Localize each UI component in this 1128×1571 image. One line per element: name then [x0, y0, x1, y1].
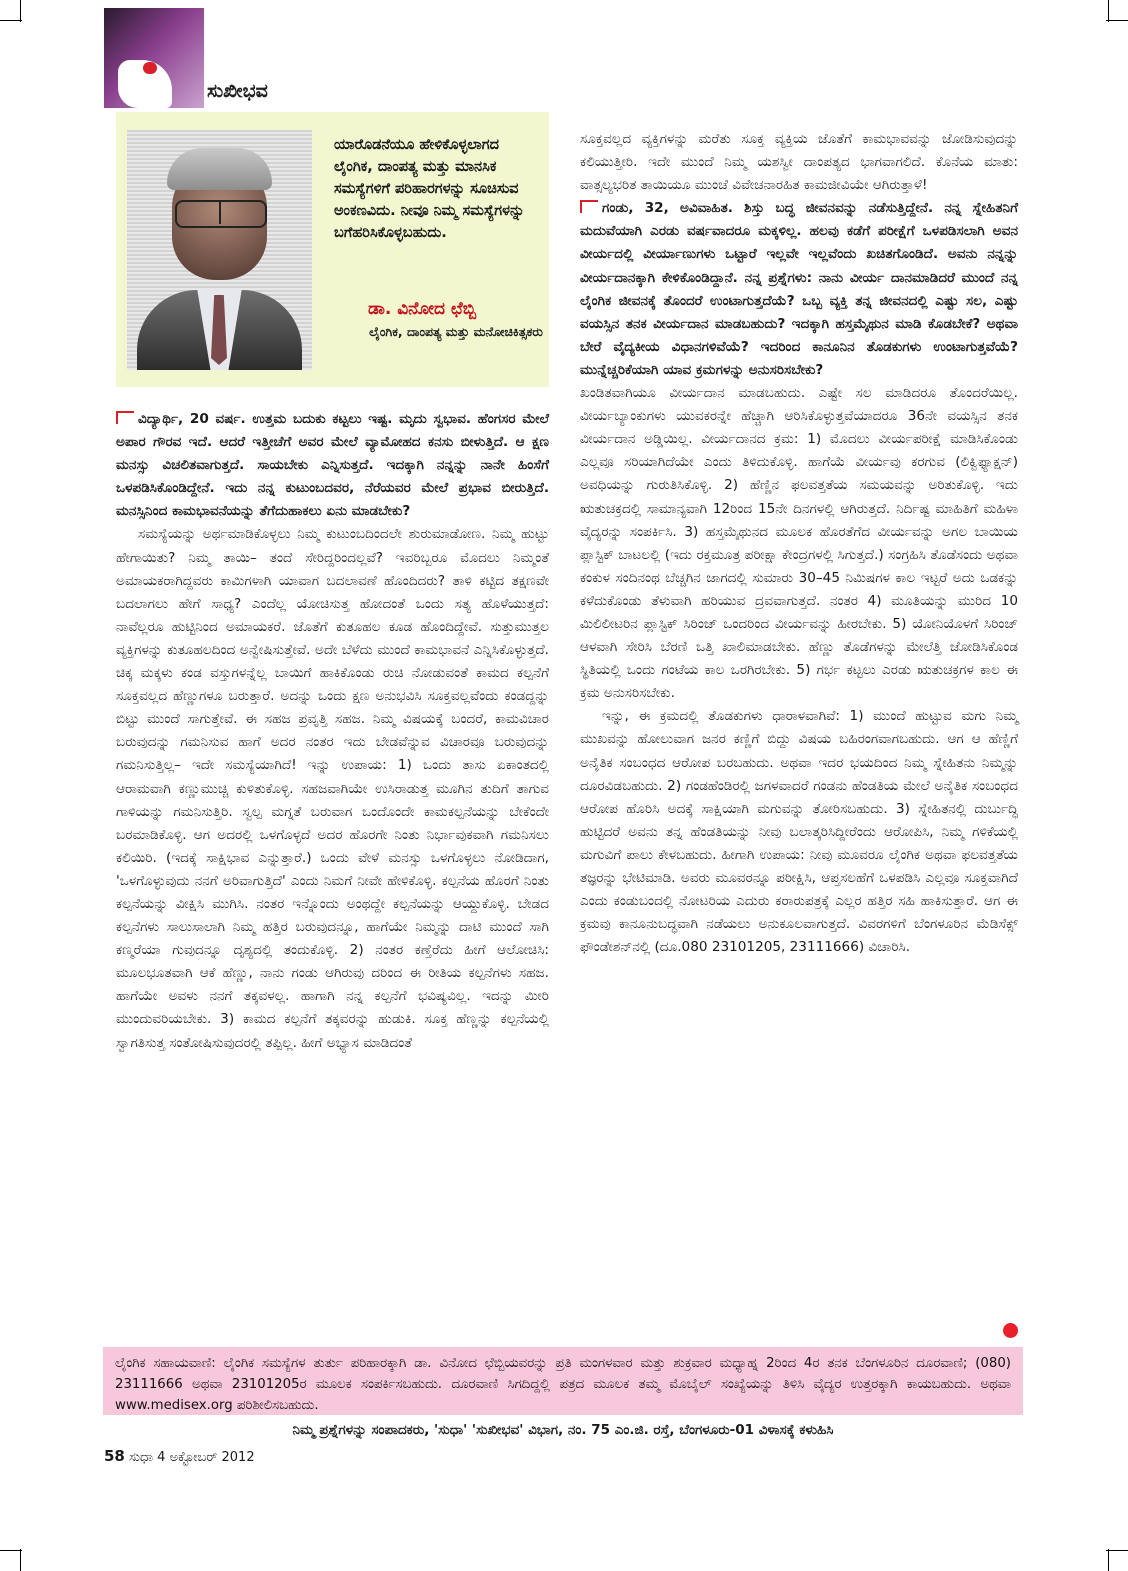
- crop-mark: [1108, 0, 1109, 22]
- portrait-hair: [167, 148, 272, 190]
- question-1-text: ವಿದ್ಯಾರ್ಥಿ, 20 ವರ್ಷ. ಉತ್ತಮ ಬದುಕು ಕಟ್ಟಲು ಇಷ್ಟ. ಮೃದು ಸ್ವಭಾವ. ಹೆಂಗಸರ ಮೇಲೆ ಅಪಾರ ಗೌರವ ಇದೆ. ಆದರೆ ಇತ್ತೀಚೆಗೆ ಅವರ ಮೇಲೆ ವ್ಯಾಮೋಹದ ಕನಸು ಬೀಳುತ್ತಿದೆ. ಆ ಕ್ಷಣ ಮನಸ್ಸು ವಿಚಲಿತವಾಗುತ್ತದೆ. ಸಾಯಬೇಕು ಎನ್ನಿಸುತ್ತದೆ. ಇದಕ್ಕಾಗಿ ನನ್ನನ್ನು ನಾನೇ ಹಿಂಸೆಗೆ ಒಳಪಡಿಸಿಕೊಂಡಿದ್ದೇನೆ. ಇದು ನನ್ನ ಕುಟುಂಬದವರ, ನೆರೆಯವರ ಮೇಲೆ ಪ್ರಭಾವ ಬೀರುತ್ತಿದೆ. ಮನಸ್ಸಿನಿಂದ ಕಾಮಭಾವನೆಯನ್ನು ತೆಗೆದುಹಾಕಲು ಏನು ಮಾಡಬೇಕು?: [116, 411, 549, 520]
- header-red-dot-icon: [143, 62, 157, 74]
- end-of-article-dot-icon: [1003, 1323, 1018, 1338]
- send-questions-address: ನಿಮ್ಮ ಪ್ರಶ್ನೆಗಳನ್ನು ಸಂಪಾದಕರು, 'ಸುಧಾ' 'ಸುಖೀಭವ' ವಿಭಾಗ, ನಂ. 75 ಎಂ.ಜಿ. ರಸ್ತೆ, ಬೆಂಗಳೂರು-01 ವಿಳಾಸಕ್ಕೆ ಕಳುಹಿಸಿ: [292, 1422, 834, 1438]
- answer-1: ಸಮಸ್ಯೆಯನ್ನು ಅರ್ಥಮಾಡಿಕೊಳ್ಳಲು ನಿಮ್ಮ ಕುಟುಂಬದಿಂದಲೇ ಶುರುಮಾಡೋಣ. ನಿಮ್ಮ ಹುಟ್ಟು ಹೇಗಾಯಿತು? ನಿಮ್ಮ ತಾಯಿ– ತಂದೆ ಸೇರಿದ್ದರಿಂದಲ್ಲವೆ? ಇವರಿಬ್ಬರೂ ಮೊದಲು ನಿಮ್ಮಂತೆ ಅಮಾಯಕರಾಗಿದ್ದವರು ಕಾಮಿಗಳಾಗಿ ಯಾವಾಗ ಬದಲಾವಣೆ ಹೊಂದಿದರು? ತಾಳಿ ಕಟ್ಟಿದ ತಕ್ಷಣವೇ ಬದಲಾಗಲು ಹೇಗೆ ಸಾಧ್ಯ? ಎಂದೆಲ್ಲ ಯೋಚಿಸುತ್ತ ಹೋದಂತೆ ಒಂದು ಸತ್ಯ ಹೊಳೆಯುತ್ತದೆ: ನಾವೆಲ್ಲರೂ ಹುಟ್ಟಿನಿಂದ ಅಮಾಯಕರೆ. ಜೊತೆಗೆ ಕುತೂಹಲ ಕೂಡ ಹೊಂದಿದ್ದೇವೆ. ಸುತ್ತುಮುತ್ತಲ ವ್ಯಕ್ತಿಗಳನ್ನು ಕುತೂಹಲದಿಂದ ಅನ್ವೇಷಿಸುತ್ತೇವೆ. ಅದೇ ಬೆಳೆದು ಮುಂದೆ ಕಾಮಭಾವನೆ ಎನ್ನಿಸಿಕೊಳ್ಳುತ್ತದೆ. ಚಿಕ್ಕ ಮಕ್ಕಳು ಕಂಡ ವಸ್ತುಗಳನ್ನೆಲ್ಲ ಬಾಯಿಗೆ ಹಾಕಿಕೊಂಡು ರುಚಿ ನೋಡುವಂತೆ ಕಾಮದ ಕಲ್ಪನೆಗೆ ಸೂಕ್ತವಲ್ಲದ ಹೆಣ್ಣುಗಳೂ ಬರುತ್ತಾರೆ. ಅದನ್ನು ಒಂದು ಕ್ಷಣ ಅನುಭವಿಸಿ ಸೂಕ್ತವಲ್ಲವೆಂದು ಕಂಡದ್ದನ್ನು ಬಿಟ್ಟು ಮುಂದೆ ಸಾಗುತ್ತೇವೆ. ಈ ಸಹಜ ಪ್ರವೃತ್ತಿ ಸಹಜ. ನಿಮ್ಮ ವಿಷಯಕ್ಕೆ ಬಂದರೆ, ಕಾಮವಿಚಾರ ಬರುವುದನ್ನು ಗಮನಿಸುವ ಹಾಗೆ ಅದರ ನಂತರ ಇದು ಬೇಡವೆನ್ನುವ ವಿಚಾರವೂ ಬರುವುದನ್ನು ಗಮನಿಸುತ್ತಿಲ್ಲ– ಇದೇ ಸಮಸ್ಯೆಯಾಗಿದೆ! ಇನ್ನು ಉಪಾಯ: 1) ಒಂದು ತಾಸು ಏಕಾಂತದಲ್ಲಿ ಆರಾಮವಾಗಿ ಕಣ್ಣುಮುಚ್ಚಿ ಕುಳಿತುಕೊಳ್ಳಿ. ಸಹಜವಾಗಿಯೇ ಉಸಿರಾಡುತ್ತ ಮೂಗಿನ ತುದಿಗೆ ತಾಗುವ ಗಾಳಿಯನ್ನು ಗಮನಿಸುತ್ತಿರಿ. ಸ್ವಲ್ಪ ಮಗ್ನತೆ ಬರುವಾಗ ಒಂದೊಂದೇ ಕಾಮಕಲ್ಪನೆಯನ್ನು ಬೇಕೆಂದೇ ಬರಮಾಡಿಕೊಳ್ಳಿ. ಆಗ ಅದರಲ್ಲಿ ಒಳಗೊಳ್ಳದೆ ಅದರ ಹೊರಗೇ ನಿಂತು ನಿರ್ಭಾವುಕವಾಗಿ ಗಮನಿಸಲು ಕಲಿಯಿರಿ. (ಇದಕ್ಕೆ ಸಾಕ್ಷಿಭಾವ ಎನ್ನುತ್ತಾರೆ.) ಒಂದು ವೇಳೆ ಮನಸ್ಸು ಒಳಗೊಳ್ಳಲು ನೋಡಿದಾಗ, 'ಒಳಗೊಳ್ಳುವುದು ನನಗೆ ಅರಿವಾಗುತ್ತಿದೆ' ಎಂದು ನಿಮಗೆ ನೀವೇ ಹೇಳಿಕೊಳ್ಳಿ. ಕಲ್ಪನೆಯ ಹೊರಗೆ ನಿಂತು ಕಲ್ಪನೆಯನ್ನು ವೀಕ್ಷಿಸಿ ಮುಗಿಸಿ. ನಂತರ ಇನ್ನೊಂದು ಅಂಥದ್ದೇ ಕಲ್ಪನೆಯನ್ನು ಆಯ್ದುಕೊಳ್ಳಿ. ಬೇಡದ ಕಲ್ಪನೆಗಳು ಸಾಲುಸಾಲಾಗಿ ನಿಮ್ಮ ಹತ್ತಿರ ಬರುವುದನ್ನೂ, ಹಾಗೆಯೇ ನಿಮ್ಮನ್ನು ದಾಟಿ ಮುಂದೆ ಸಾಗಿ ಕಣ್ಮರೆಯಾ ಗುವುದನ್ನೂ ದೃಶ್ಯದಲ್ಲಿ ತಂದುಕೊಳ್ಳಿ. 2) ನಂತರ ಕಣ್ತೆರೆದು ಹೀಗೆ ಆಲೋಚಿಸಿ: ಮೂಲಭೂತವಾಗಿ ಆಕೆ ಹೆಣ್ಣು, ನಾನು ಗಂಡು ಆಗಿರುವು ದರಿಂದ ಈ ರೀತಿಯ ಕಲ್ಪನೆಗಳು ಸಹಜ. ಹಾಗೆಯೇ ಅವಳು ನನಗೆ ತಕ್ಕವಳಲ್ಲ. ಹಾಗಾಗಿ ನನ್ನ ಕಲ್ಪನೆಗೆ ಭವಿಷ್ಯವಿಲ್ಲ. ಇದನ್ನು ಮೀರಿ ಮುಂದುವರಿಯಬೇಕು. 3) ಕಾಮದ ಕಲ್ಪನೆಗೆ ತಕ್ಕವರನ್ನು ಹುಡುಕಿ. ಸೂಕ್ತ ಹೆಣ್ಣನ್ನು ಕಲ್ಪನೆಯಲ್ಲಿ ಸ್ವಾಗತಿಸುತ್ತ ಸಂತೋಷಿಸುವುದರಲ್ಲಿ ತಪ್ಪಿಲ್ಲ. ಹೀಗೆ ಅಭ್ಯಾಸ ಮಾಡಿದಂತೆ: [116, 526, 549, 1051]
- doctor-portrait: [127, 130, 312, 370]
- crop-mark: [0, 20, 22, 21]
- section-title: ಸುಖೀಭವ: [207, 80, 268, 102]
- crop-mark: [0, 1550, 22, 1551]
- doctor-title: ಲೈಂಗಿಕ, ದಾಂಪತ್ಯ ಮತ್ತು ಮನೋಚಿಕಿತ್ಸಕರು: [369, 324, 543, 339]
- helpline-text: ಲೈಂಗಿಕ ಸಹಾಯವಾಣಿ: ಲೈಂಗಿಕ ಸಮಸ್ಯೆಗಳ ತುರ್ತು ಪರಿಹಾರಕ್ಕಾಗಿ ಡಾ. ವಿನೋದ ಛೆಬ್ಬಿಯವರನ್ನು ಪ್ರತಿ ಮಂಗಳವಾರ ಮತ್ತು ಶುಕ್ರವಾರ ಮಧ್ಯಾಹ್ನ 2ರಿಂದ 4ರ ತನಕ ಬೆಂಗಳೂರಿನ ದೂರವಾಣಿ; (080) 23111666 ಅಥವಾ 23101205ರ ಮೂಲಕ ಸಂಪರ್ಕಿಸಬಹುದು. ದೂರವಾಣಿ ಸಿಗದಿದ್ದಲ್ಲಿ ಪತ್ರದ ಮೂಲಕ ತಮ್ಮ ಮೊಬೈಲ್ ಸಂಖ್ಯೆಯನ್ನು ತಿಳಿಸಿ ವೈದ್ಯರ ಉತ್ತರಕ್ಕಾಗಿ ಕಾಯಬಹುದು. ಅಥವಾ www.medisex.org ಪರಿಶೀಲಿಸಬಹುದು.: [115, 1356, 1011, 1413]
- answer-1-continued: ಸೂಕ್ತವಲ್ಲದ ವ್ಯಕ್ತಿಗಳನ್ನು ಮರೆತು ಸೂಕ್ತ ವ್ಯಕ್ತಿಯ ಜೊತೆಗೆ ಕಾಮಭಾವವನ್ನು ಜೋಡಿಸುವುದನ್ನು ಕಲಿಯುತ್ತೀರಿ. ಇದೇ ಮುಂದೆ ನಿಮ್ಮ ಯಶಸ್ವೀ ದಾಂಪತ್ಯದ ಭಾಗವಾಗಲಿದೆ. ಕೊನೆಯ ಮಾತು: ವಾತ್ಸಲ್ಯಭರಿತ ತಾಯಿಯೂ ಮುಂಚೆ ವಿವೇಚನಾರಹಿತ ಕಾಮಜೀವಿಯೇ ಆಗಿರುತ್ತಾಳೆ!: [580, 131, 1018, 194]
- question-1: [116, 408, 549, 523]
- crop-mark: [1108, 1549, 1109, 1571]
- crop-mark: [1106, 1550, 1128, 1551]
- question-marker-icon: [580, 200, 598, 213]
- page-number: 58: [104, 1447, 125, 1465]
- right-column: [580, 128, 1018, 959]
- question-marker-icon: [116, 411, 134, 424]
- left-column: [116, 408, 549, 1055]
- question-2-text: ಗಂಡು, 32, ಅವಿವಾಹಿತ. ಶಿಸ್ತು ಬದ್ಧ ಜೀವನವನ್ನು ನಡೆಸುತ್ತಿದ್ದೇನೆ. ನನ್ನ ಸ್ನೇಹಿತನಿಗೆ ಮದುವೆಯಾಗಿ ಎರಡು ವರ್ಷವಾದರೂ ಮಕ್ಕಳಿಲ್ಲ. ಹಲವು ಕಡೆಗೆ ಪರೀಕ್ಷೆಗೆ ಒಳಪಡಿಸಲಾಗಿ ಅವನ ವೀರ್ಯದಲ್ಲಿ ವೀರ್ಯಾಣುಗಳು ಒಟ್ಟಾರೆ ಇಲ್ಲವೇ ಇಲ್ಲವೆಂದು ಖಚಿತಗೊಂಡಿದೆ. ಅವನು ನನ್ನನ್ನು ವೀರ್ಯದಾನಕ್ಕಾಗಿ ಕೇಳಿಕೊಂಡಿದ್ದಾನೆ. ನನ್ನ ಪ್ರಶ್ನೆಗಳು: ನಾನು ವೀರ್ಯ ದಾನಮಾಡಿದರೆ ಮುಂದೆ ನನ್ನ ಲೈಂಗಿಕ ಜೀವನಕ್ಕೆ ತೊಂದರೆ ಉಂಟಾಗುತ್ತದೆಯೆ? ಒಬ್ಬ ವ್ಯಕ್ತಿ ತನ್ನ ಜೀವನದಲ್ಲಿ ಎಷ್ಟು ಸಲ, ಎಷ್ಟು ವಯಸ್ಸಿನ ತನಕ ವೀರ್ಯದಾನ ಮಾಡಬಹುದು? ಇದಕ್ಕಾಗಿ ಹಸ್ತಮೈಥುನ ಮಾಡಿ ಕೊಡಬೇಕೆ? ಅಥವಾ ಬೇರೆ ವೈದ್ಯಕೀಯ ವಿಧಾನಗಳಿವೆಯೆ? ಇದರಿಂದ ಕಾನೂನಿನ ತೊಡಕುಗಳು ಉಂಟಾಗುತ್ತವೆಯೆ? ಮುನ್ನೆಚ್ಚರಿಕೆಯಾಗಿ ಯಾವ ಕ್ರಮಗಳನ್ನು ಅನುಸರಿಸಬೇಕು?: [580, 200, 1018, 378]
- doctor-name: ಡಾ. ವಿನೋದ ಛೆಬ್ಬಿ: [368, 299, 477, 319]
- crop-mark: [1106, 20, 1128, 21]
- answer-2: ಖಂಡಿತವಾಗಿಯೂ ವೀರ್ಯದಾನ ಮಾಡಬಹುದು. ಎಷ್ಟೇ ಸಲ ಮಾಡಿದರೂ ತೊಂದರೆಯಿಲ್ಲ. ವೀರ್ಯಬ್ಯಾಂಕುಗಳು ಯುವಕರನ್ನೇ ಹೆಚ್ಚಾಗಿ ಆರಿಸಿಕೊಳ್ಳುತ್ತವೆಯಾದರೂ 36ನೇ ವಯಸ್ಸಿನ ತನಕ ವೀರ್ಯದಾನ ಅಡ್ಡಿಯಿಲ್ಲ. ವೀರ್ಯದಾನದ ಕ್ರಮ: 1) ಮೊದಲು ವೀರ್ಯಪರೀಕ್ಷೆ ಮಾಡಿಸಿಕೊಂಡು ಎಲ್ಲವೂ ಸರಿಯಾಗಿದೆಯೇ ಎಂದು ತಿಳಿದುಕೊಳ್ಳಿ. ಹಾಗೆಯೆ ವೀರ್ಯವು ಕರಗುವ (ಲಿಕ್ವಿಫ್ಯಾಕ್ಷನ್) ಅವಧಿಯನ್ನು ಗುರುತಿಸಿಕೊಳ್ಳಿ. 2) ಹೆಣ್ಣಿನ ಫಲವತ್ತತೆಯ ಸಮಯವನ್ನು ಅರಿತುಕೊಳ್ಳಿ. ಇದು ಋತುಚಕ್ರದಲ್ಲಿ ಸಾಮಾನ್ಯವಾಗಿ 12ರಿಂದ 15ನೇ ದಿನಗಳಲ್ಲಿ ಆಗಿರುತ್ತದೆ. ನಿರ್ದಿಷ್ಟ ಮಾಹಿತಿಗೆ ಮಹಿಳಾ ವೈದ್ಯರನ್ನು ಸಂಪರ್ಕಿಸಿ. 3) ಹಸ್ತಮೈಥುನದ ಮೂಲಕ ಹೊರತೆಗೆದ ವೀರ್ಯವನ್ನು ಅಗಲ ಬಾಯಿಯ ಪ್ಲಾಸ್ಟಿಕ್ ಬಾಟಲಲ್ಲಿ (ಇದು ರಕ್ತಮೂತ್ರ ಪರೀಕ್ಷಾ ಕೇಂದ್ರಗಳಲ್ಲಿ ಸಿಗುತ್ತದೆ.) ಸಂಗ್ರಹಿಸಿ ತೊಡೆಸಂದು ಅಥವಾ ಕಂಕುಳ ಸಂದಿನಂಥ ಬೆಚ್ಚಗಿನ ಜಾಗದಲ್ಲಿ ಸುಮಾರು 30–45 ನಿಮಿಷಗಳ ಕಾಲ ಇಟ್ಟರೆ ಅದು ಒಡಕನ್ನು ಕಳೆದುಕೊಂಡು ತೆಳುವಾಗಿ ಹರಿಯುವ ದ್ರವವಾಗುತ್ತದೆ. ನಂತರ 4) ಮೂತಿಯನ್ನು ಮುರಿದ 10 ಮಿಲಿಲೀಟರಿನ ಪ್ಲಾಸ್ಟಿಕ್ ಸಿರಿಂಜ್ ಒಂದರಿಂದ ವೀರ್ಯವನ್ನು ಹೀರಬೇಕು. 5) ಯೋನಿಯೊಳಗೆ ಸಿರಿಂಜ್ ಆಳವಾಗಿ ಸೇರಿಸಿ ಬೆರಣಿ ಒತ್ತಿ ಖಾಲಿಮಾಡಬೇಕು. ಹೆಣ್ಣು ತೊಡೆಗಳನ್ನು ಮೇಲೆತ್ತಿ ಜೋಡಿಸಿಕೊಂಡ ಸ್ಥಿತಿಯಲ್ಲಿ ಒಂದು ಗಂಟೆಯ ಕಾಲ ಒರಗಿರಬೇಕು. 5) ಗರ್ಭ ಕಟ್ಟಲು ಎರಡು ಋತುಚಕ್ರಗಳ ಕಾಲ ಈ ಕ್ರಮ ಅನುಸರಿಸಬೇಕು.: [580, 385, 1018, 702]
- crop-mark: [20, 0, 21, 22]
- portrait-glasses: [175, 200, 267, 228]
- question-2: [580, 197, 1018, 382]
- answer-2-complications: ಇನ್ನು, ಈ ಕ್ರಮದಲ್ಲಿ ತೊಡಕುಗಳು ಧಾರಾಳವಾಗಿವೆ: 1) ಮುಂದೆ ಹುಟ್ಟುವ ಮಗು ನಿಮ್ಮ ಮುಖವನ್ನು ಹೋಲುವಾಗ ಜನರ ಕಣ್ಣಿಗೆ ಬಿದ್ದು ವಿಷಯ ಬಹಿರಂಗವಾಗಬಹುದು. ಆಗ ಆ ಹೆಣ್ಣಿಗೆ ಅನೈತಿಕ ಸಂಬಂಧದ ಆರೋಪ ಬರಬಹುದು. ಅಥವಾ ಇದರ ಭಯದಿಂದ ನಿಮ್ಮ ಸ್ನೇಹಿತನು ನಿಮ್ಮನ್ನು ದೂರವಿಡಬಹುದು. 2) ಗಂಡಹೆಂಡಿರಲ್ಲಿ ಜಗಳವಾದರೆ ಗಂಡನು ಹೆಂಡತಿಯ ಮೇಲೆ ಅನೈತಿಕ ಸಂಬಂಧದ ಆರೋಪ ಹೊರಿಸಿ ಅದಕ್ಕೆ ಸಾಕ್ಷಿಯಾಗಿ ಮಗುವನ್ನು ತೋರಿಸಬಹುದು. 3) ಸ್ನೇಹಿತನಲ್ಲಿ ದುರ್ಬುದ್ಧಿ ಹುಟ್ಟಿದರೆ ಅವನು ತನ್ನ ಹೆಂಡತಿಯನ್ನು ನೀವು ಬಲಾತ್ಕರಿಸಿದ್ದೀರೆಂದು ಆರೋಪಿಸಿ, ನಿಮ್ಮ ಗಳಿಕೆಯಲ್ಲಿ ಮಗುವಿಗೆ ಪಾಲು ಕೇಳಬಹುದು. ಹೀಗಾಗಿ ಉಪಾಯ: ನೀವು ಮೂವರೂ ಲೈಂಗಿಕ ಅಥವಾ ಫಲವತ್ತತೆಯ ತಜ್ಞರನ್ನು ಭೇಟಿಮಾಡಿ. ಅವರು ಮೂವರನ್ನೂ ಪರೀಕ್ಷಿಸಿ, ಆಪ್ತಸಲಹೆಗೆ ಒಳಪಡಿಸಿ ಎಲ್ಲವೂ ಸೂಕ್ತವಾಗಿದೆ ಎಂದು ಕಂಡುಬಂದಲ್ಲಿ ನೋಟರಿಯ ಎದುರು ಕರಾರುಪತ್ರಕ್ಕೆ ಎಲ್ಲರ ಹತ್ತಿರ ಸಹಿ ಹಾಕಿಸುತ್ತಾರೆ. ಆಗ ಈ ಕ್ರಮವು ಕಾನೂನುಬದ್ಧವಾಗಿ ನಡೆಯಲು ಅನುಕೂಲವಾಗುತ್ತದೆ. ವಿವರಗಳಿಗೆ ಬೆಂಗಳೂರಿನ ಮೆಡಿಸೆಕ್ಸ್ ಫೌಂಡೇಶನ್‌ನಲ್ಲಿ (ದೂ.080 23101205, 23111666) ವಿಚಾರಿಸಿ.: [580, 708, 1018, 956]
- helpline-box: [103, 1347, 1023, 1415]
- page-folio: [104, 1447, 255, 1465]
- publication-date: ಸುಧಾ 4 ಅಕ್ಟೋಬರ್ 2012: [129, 1450, 255, 1465]
- column-intro-text: ಯಾರೊಡನೆಯೂ ಹೇಳಿಕೊಳ್ಳಲಾಗದ ಲೈಂಗಿಕ, ದಾಂಪತ್ಯ ಮತ್ತು ಮಾನಸಿಕ ಸಮಸ್ಯೆಗಳಿಗೆ ಪರಿಹಾರಗಳನ್ನು ಸೂಚಿಸುವ ಅಂಕಣವಿದು. ನೀವೂ ನಿಮ್ಮ ಸಮಸ್ಯೆಗಳನ್ನು ಬಗೆಹರಿಸಿಕೊಳ್ಳಬಹುದು.: [334, 137, 525, 241]
- crop-mark: [20, 1549, 21, 1571]
